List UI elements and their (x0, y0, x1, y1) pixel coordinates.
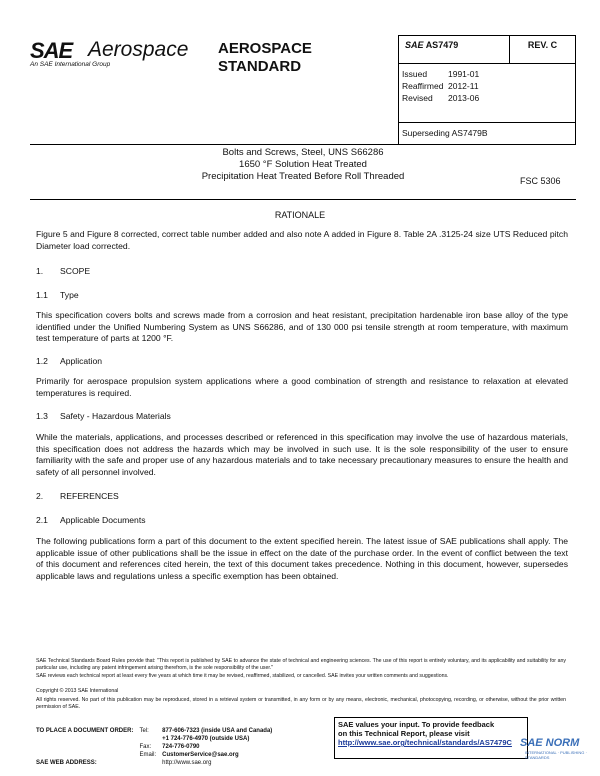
section-number: 2. (36, 491, 44, 501)
revised-label: Revised (402, 93, 433, 104)
footer-rights: All rights reserved. No part of this publication may be reproduced, stored in a retrieval system or transmitted, in any form or by any means, electronic, mechanical, photocopying, recording, or otherwise, without the prior written permission of SAE. (36, 697, 566, 710)
fax-label: Fax: (139, 744, 152, 750)
feedback-link[interactable]: http://www.sae.org/technical/standards/AS7479C (338, 738, 512, 747)
order-label: TO PLACE A DOCUMENT ORDER: (36, 728, 134, 734)
section-number: 1.3 (36, 411, 48, 421)
web-value[interactable]: http://www.sae.org (162, 760, 212, 766)
section-title: SCOPE (60, 266, 91, 276)
title-line2: 1650 °F Solution Heat Treated (239, 159, 367, 170)
email-value[interactable]: CustomerService@sae.org (162, 752, 239, 758)
feedback-line2: on this Technical Report, please visit (338, 729, 470, 738)
section-2-1-text: The following publications form a part of this document to the extent specified herein. The latest issue of SAE publications shall apply. The applicable issue of other publications shall be the issue in effect on the date of the purchase order. In the event of conflict between the text of this document and references cited herein, the text of this document takes precedence. Nothing in this document, however, supersedes applicable laws and regulations unless a specific exemption has been obtained. (36, 536, 568, 581)
superseding-cell (399, 122, 576, 144)
document-header-table (398, 35, 576, 145)
email-label: Email: (139, 752, 157, 758)
section-number: 1. (36, 266, 44, 276)
section-title: REFERENCES (60, 491, 119, 501)
section-title: Application (60, 356, 103, 366)
fsc-code: FSC 5306 (520, 176, 561, 186)
issued-value: 1991-01 (448, 69, 480, 80)
section-1-heading (36, 266, 90, 276)
section-1-1-heading (36, 290, 79, 300)
section-2-heading (36, 491, 119, 501)
superseding: Superseding AS7479B (402, 127, 488, 138)
revision-cell (510, 36, 576, 64)
logo-subtitle: An SAE International Group (30, 61, 111, 68)
revision: REV. C (527, 40, 558, 50)
sae-mini-logo-icon: SAE (405, 40, 424, 50)
standard-title-line2: STANDARD (218, 58, 302, 75)
fax-value: 724-776-0790 (162, 744, 200, 750)
tel-label: Tel: (139, 728, 149, 734)
reaffirmed-label: Reaffirmed (402, 81, 444, 92)
section-number: 1.2 (36, 356, 48, 366)
section-1-2-heading (36, 356, 102, 366)
section-number: 2.1 (36, 515, 48, 525)
logo-aerospace-text: Aerospace (88, 38, 189, 61)
document-title (30, 147, 576, 183)
section-2-1-heading (36, 515, 146, 525)
section-number: 1.1 (36, 290, 48, 300)
order-contact-table (36, 727, 278, 767)
rationale-text: Figure 5 and Figure 8 corrected, correct table number added and also note A added in Figure 8. Table 2A .3125-24 size UTS Reduced pitch Diameter load corrected. (36, 229, 568, 251)
web-label: SAE WEB ADDRESS: (36, 760, 97, 766)
issued-label: Issued (402, 69, 428, 80)
section-1-2-text: Primarily for aerospace propulsion system applications where a good combination of strength and resistance to relaxation at elevated temperatures is required. (36, 376, 568, 398)
doc-number: AS7479 (425, 40, 459, 50)
footer-review: SAE reviews each technical report at least every five years at which time it may be revised, reaffirmed, stabilized, or cancelled. SAE invites your written comments and suggestions. (36, 673, 449, 679)
rationale-heading: RATIONALE (274, 210, 326, 220)
reaffirmed-value: 2012-11 (448, 81, 479, 92)
tel-value-2: +1 724-776-4970 (outside USA) (162, 736, 250, 742)
dates-cell (399, 64, 576, 123)
section-title: Safety - Hazardous Materials (60, 411, 171, 421)
title-line1: Bolts and Screws, Steel, UNS S66286 (222, 147, 384, 158)
revised-value: 2013-06 (448, 93, 480, 104)
footer-rules: SAE Technical Standards Board Rules provide that: "This report is published by SAE to advance the state of technical and engineering sciences. The use of this report is entirely voluntary, and its applicability and suitability for any particular use, including any patent infringement arising therefrom, is the sole responsibility of the user." (36, 658, 566, 671)
footer-copyright: Copyright © 2013 SAE International (36, 688, 119, 694)
section-1-3-text: While the materials, applications, and processes described or referenced in this specification may involve the use of hazardous materials, this specification does not address the hazards which may be involved in such use. It is the sole responsibility of the user to ensure familiarity with the safe and proper use of any hazardous materials and to take necessary precautionary measures to ensure the health and safety of all personnel involved. (36, 432, 568, 477)
section-1-3-heading (36, 411, 171, 421)
doc-number-cell (399, 36, 510, 64)
section-1-1-text: This specification covers bolts and screws made from a corrosion and heat resistant, precipitation hardenable iron base alloy of the type identified under the Unified Numbering System as UNS S66286, and of 130 000 psi tensile strength at room temperature, with maximum test temperature of parts at 1200 °F. (36, 310, 568, 344)
standard-title (218, 40, 312, 76)
sae-norm-watermark: SAE NORM (520, 737, 580, 749)
tel-value-1: 877-606-7323 (inside USA and Canada) (162, 728, 273, 734)
section-title: Applicable Documents (60, 515, 146, 525)
section-title: Type (60, 290, 79, 300)
sae-norm-watermark-sub: INTERNATIONAL · PUBLISHING · STANDARDS (525, 750, 587, 760)
standard-title-line1: AEROSPACE (218, 40, 312, 57)
title-line3: Precipitation Heat Treated Before Roll Threaded (201, 171, 405, 182)
feedback-box (334, 717, 528, 759)
sae-logo: SAE (30, 38, 73, 63)
feedback-line1: SAE values your input. To provide feedback (338, 720, 495, 729)
